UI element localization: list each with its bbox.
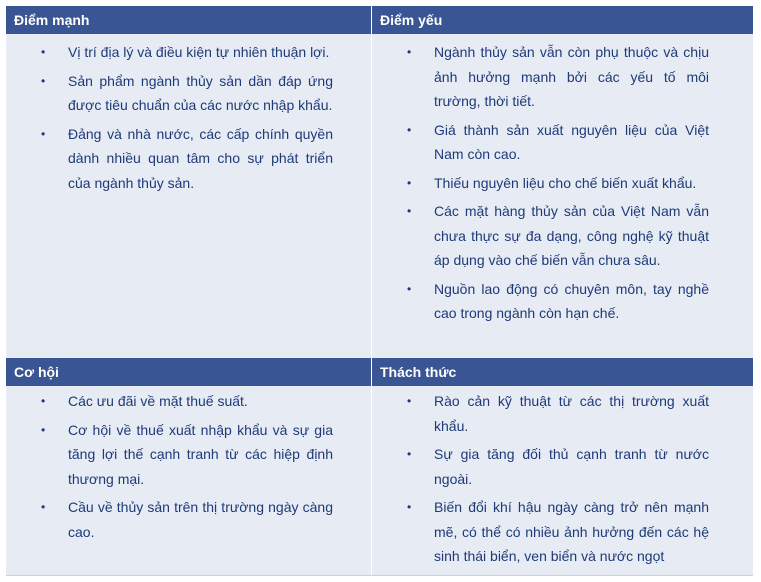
bullet-icon: • [41, 45, 46, 59]
bullet-icon: • [407, 175, 412, 190]
bullet-icon: • [407, 447, 412, 461]
list-item [6, 495, 371, 544]
list-item-text: Các ưu đãi về mặt thuế suất. [68, 393, 248, 409]
list-item [6, 69, 371, 118]
list-item-text: Thiếu nguyên liệu cho chế biến xuất khẩu. [434, 174, 697, 191]
list-item-text: Các mặt hàng thủy sản của Việt Nam vẫn chưa thực sự đa dạng, công nghệ kỹ thuật áp dụng vào chế biến vẫn chưa sâu. [434, 203, 709, 268]
bullet-icon: • [41, 500, 46, 514]
bullet-icon: • [407, 45, 412, 59]
opportunities-cell [6, 389, 371, 548]
threats-cell [372, 389, 753, 573]
list-item-text: Rào cản kỹ thuật từ các thị trường xuất khẩu. [434, 393, 709, 434]
list-item-text: Ngành thủy sản vẫn còn phụ thuộc và chịu ảnh hưởng mạnh bởi các yếu tố môi trường, thời tiết. [434, 44, 709, 109]
bottom-border [6, 575, 753, 576]
strengths-list [6, 40, 371, 195]
list-item [372, 118, 753, 167]
list-item [6, 389, 371, 414]
list-item [372, 40, 753, 114]
opportunities-list [6, 389, 371, 544]
list-item [6, 418, 371, 492]
list-item-text: Cơ hội về thuế xuất nhập khẩu và sự gia tăng lợi thế cạnh tranh từ các hiệp định thương mại. [68, 421, 333, 487]
list-item [6, 40, 371, 65]
list-item-text: Sản phẩm ngành thủy sản dần đáp ứng được tiêu chuẩn của các nước nhập khẩu. [68, 72, 333, 113]
bullet-icon: • [41, 394, 46, 408]
threats-list [372, 389, 753, 569]
bullet-icon: • [41, 422, 46, 437]
list-item [372, 495, 753, 569]
bullet-icon: • [407, 394, 412, 408]
weaknesses-list [372, 40, 753, 326]
strengths-header: Điểm mạnh [6, 6, 371, 34]
strengths-cell [6, 40, 371, 199]
weaknesses-cell [372, 40, 753, 330]
list-item-text: Sự gia tăng đối thủ cạnh tranh từ nước ngoài. [434, 446, 709, 487]
list-item-text: Nguồn lao động có chuyên môn, tay nghề cao trong ngành còn hạn chế. [434, 280, 709, 321]
bullet-icon: • [407, 204, 412, 218]
opportunities-header: Cơ hội [6, 358, 371, 386]
weaknesses-header: Điểm yếu [372, 6, 753, 34]
list-item-text: Cầu về thủy sản trên thị trường ngày càng cao. [68, 499, 333, 540]
list-item [372, 442, 753, 491]
bullet-icon: • [41, 73, 46, 88]
list-item-text: Vị trí địa lý và điều kiện tự nhiên thuận lợi. [68, 44, 330, 60]
list-item [372, 171, 753, 196]
bullet-icon: • [407, 500, 412, 514]
list-item-text: Đảng và nhà nước, các cấp chính quyền dành nhiều quan tâm cho sự phát triển của ngành thủy sản. [68, 125, 333, 191]
list-item [372, 199, 753, 273]
list-item [6, 122, 371, 196]
threats-header: Thách thức [372, 358, 753, 386]
bullet-icon: • [407, 281, 412, 296]
list-item [372, 389, 753, 438]
list-item [372, 277, 753, 326]
bullet-icon: • [41, 126, 46, 141]
bullet-icon: • [407, 122, 412, 137]
list-item-text: Biến đổi khí hậu ngày càng trở nên mạnh mẽ, có thể có nhiều ảnh hưởng đến các hệ sinh thái biển, ven biển và nước ngọt [434, 499, 709, 564]
list-item-text: Giá thành sản xuất nguyên liệu của Việt Nam còn cao. [434, 121, 709, 162]
